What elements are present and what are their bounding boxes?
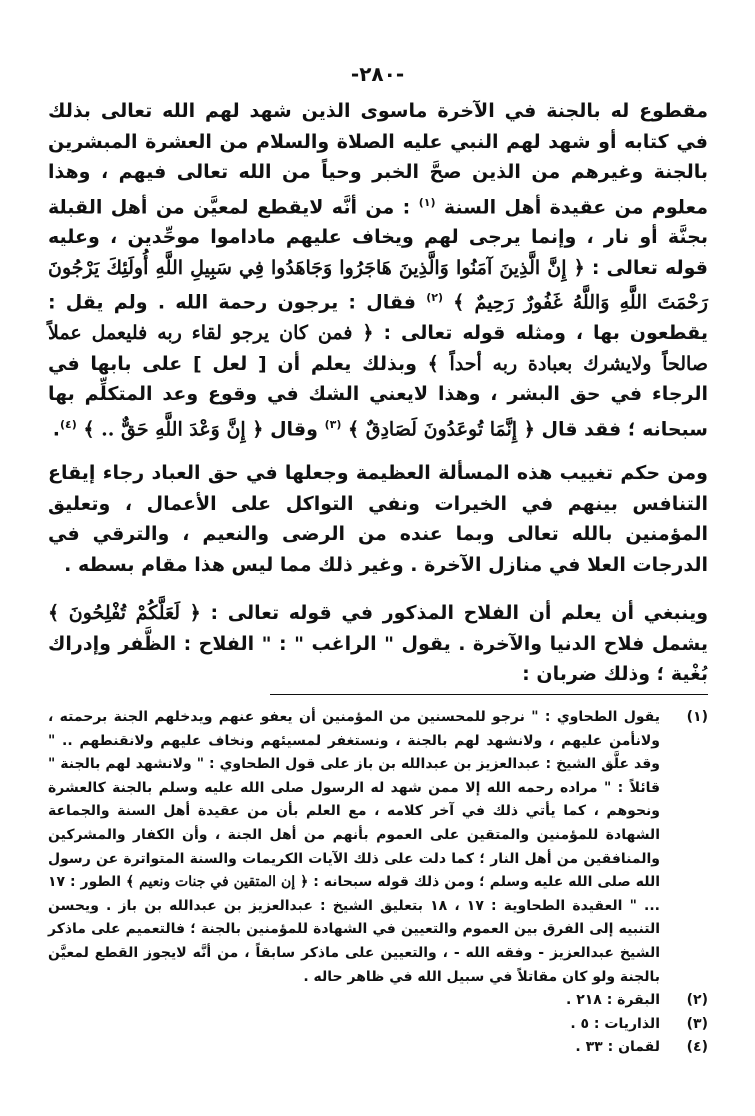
footnote-ref-2[interactable]: (٢) bbox=[426, 291, 443, 305]
footnote-text: الذاريات : ٥ . bbox=[570, 1015, 660, 1032]
paragraph-1-end: . bbox=[52, 417, 60, 440]
footnote-ref-1[interactable]: (١) bbox=[418, 195, 436, 209]
footnote-ref-4[interactable]: (٤) bbox=[59, 417, 77, 431]
paragraph-3 bbox=[48, 598, 708, 690]
footnote-4 bbox=[48, 1036, 708, 1060]
footnote-ref-3[interactable]: (٣) bbox=[324, 417, 342, 431]
quran-quote-4: ﴿ إِنَّ وَعْدَ اللَّهِ حَقٌّ .. ﴾ bbox=[83, 417, 264, 440]
footnote-2 bbox=[48, 989, 708, 1013]
main-text bbox=[48, 96, 708, 708]
footnote-text: لقمان : ٣٣ . bbox=[575, 1039, 660, 1056]
quran-quote-2: ﴿ فمن كان يرجو لقاء ربه فليعمل عملاً صالحاً ولايشرك بعبادة ربه أحداً ﴾ bbox=[48, 322, 708, 375]
paragraph-3-text-b: يشمل فلاح الدنيا والآخرة . يقول " الراغب " : " الفلاح : الظَّفر وإدراك بُغْية ؛ وذلك ضربان : bbox=[48, 632, 708, 686]
paragraph-1-text-a: مقطوع له بالجنة في الآخرة ماسوى الذين شهد لهم الله تعالى بذلك في كتابه أو شهد لهم النبي عليه الصلاة والسلام من العشرة المبشرين بالجنة وغيرهم من الذين صحَّ الخبر وحياً من الله تعالى فيهم ، وهذا معلوم من عقيدة أهل السنة bbox=[48, 100, 708, 218]
paragraph-3-text-a: وينبغي أن يعلم أن الفلاح المذكور في قوله تعالى : bbox=[210, 602, 709, 625]
footnote-3 bbox=[48, 1013, 708, 1037]
footnote-text bbox=[48, 706, 660, 989]
footnote-1-quran-quote: ﴿ إن المتقين في جنات ونعيم ﴾ bbox=[126, 874, 309, 891]
footnote-text: البقرة : ٢١٨ . bbox=[565, 992, 660, 1009]
footnote-1-text-a: يقول الطحاوي : " نرجو للمحسنين من المؤمنين أن يعفو عنهم ويدخلهم الجنة برحمته ، ولانأمن عليهم ، ولانشهد لهم بالجنة ، ونستغفر لمسيئهم ونخاف عليهم ولانقنطهم .. " وقد علَّق الشيخ : عبدالعزيز بن عبدالله بن باز على قول الطحاوي : " ولانشهد لهم بالجنة " قائلاً : " مراده رحمه الله إلا ممن شهد له الرسول صلى الله عليه وسلم بالجنة كالعشرة ونحوهم ، كما يأتي ذلك في آخر كلامه ، مع العلم بأن من عقيدة أهل السنة والجماعة الشهادة للمؤمنين والمتقين على العموم بأنهم من أهل الجنة ، وأن الكفار والمشركين والمنافقين من أهل النار ؛ كما دلت على ذلك الآيات الكريمات والسنة المتواترة عن رسول الله صلى الله عليه وسلم ؛ ومن ذلك قوله سبحانه : bbox=[48, 709, 661, 891]
paragraph-1 bbox=[48, 96, 708, 444]
page-number: -٢٨٠- bbox=[350, 62, 405, 86]
paragraph-1-text-e: وقال bbox=[270, 417, 318, 440]
quran-quote-5: ﴿ لَعَلَّكُمْ تُفْلِحُونَ ﴾ bbox=[48, 602, 201, 625]
footnote-1 bbox=[48, 706, 708, 989]
quran-quote-3: ﴿ إِنَّمَا تُوعَدُونَ لَصَادِقٌ ﴾ bbox=[347, 417, 535, 440]
paragraph-1-text-d: وبذلك يعلم أن [ لعل ] على بابها في الرجاء في حق البشر ، وهذا لايعني الشك في وقوع وعد المتكلِّم بها سبحانه ؛ فقد قال bbox=[48, 352, 708, 440]
footnote-divider bbox=[270, 694, 708, 695]
paragraph-2: ومن حكم تغييب هذه المسألة العظيمة وجعلها في حق العباد رجاء إيقاع التنافس بينهم في الخيرات ونفي التواكل على الأعمال ، وتعليق المؤمنين بالله تعالى وبما عنده من الرضى والنعيم ، والترقي في الدرجات العلا في منازل الآخرة . وغير ذلك مما ليس هذا مقام بسطه . bbox=[48, 462, 708, 576]
quran-quote-1: ﴿ إِنَّ الَّذِينَ آمَنُوا وَالَّذِينَ هَاجَرُوا وَجَاهَدُوا فِي سَبِيلِ اللَّهِ أُولَئِكَ يَرْجُونَ رَحْمَتَ اللَّهِ وَاللَّهُ غَفُورٌ رَحِيمٌ ﴾ bbox=[48, 256, 708, 314]
footnote-number: (٣) bbox=[686, 1015, 708, 1032]
footnote-number: (٢) bbox=[686, 992, 708, 1009]
footnotes bbox=[48, 706, 708, 1060]
footnote-number: (١) bbox=[686, 709, 708, 725]
footnote-1-text-b: الطور : ١٧ ... " العقيدة الطحاوية : ١٧ ، ١٨ بتعليق الشيخ : عبدالعزيز بن عبدالله بن باز . ويحسن التنبيه إلى الفرق بين العموم والتعيين في الشهادة للمؤمنين بالجنة ؛ فالتعميم على ماذكر الشيخ عبدالعزيز - وفقه الله - ، والتعيين على ماذكر سابقاً ، من أنَّه لايجوز القطع لمعيَّن بالجنة ولو كان مقاتلاً في سبيل الله في ظاهر حاله . bbox=[48, 874, 660, 985]
footnote-number: (٤) bbox=[686, 1039, 708, 1056]
paragraph-1-text-c: فقال : يرجون رحمة الله . ولم يقل : يقطعون بها ، ومثله قوله تعالى : bbox=[48, 291, 708, 345]
paragraph-1-text-b: : من أنَّه لايقطع لمعيَّن من أهل القبلة بجنَّة أو نار ، وإنما يرجى لهم ويخاف عليهم ماداموا موحِّدين ، وعليه قوله تعالى : bbox=[48, 195, 708, 279]
